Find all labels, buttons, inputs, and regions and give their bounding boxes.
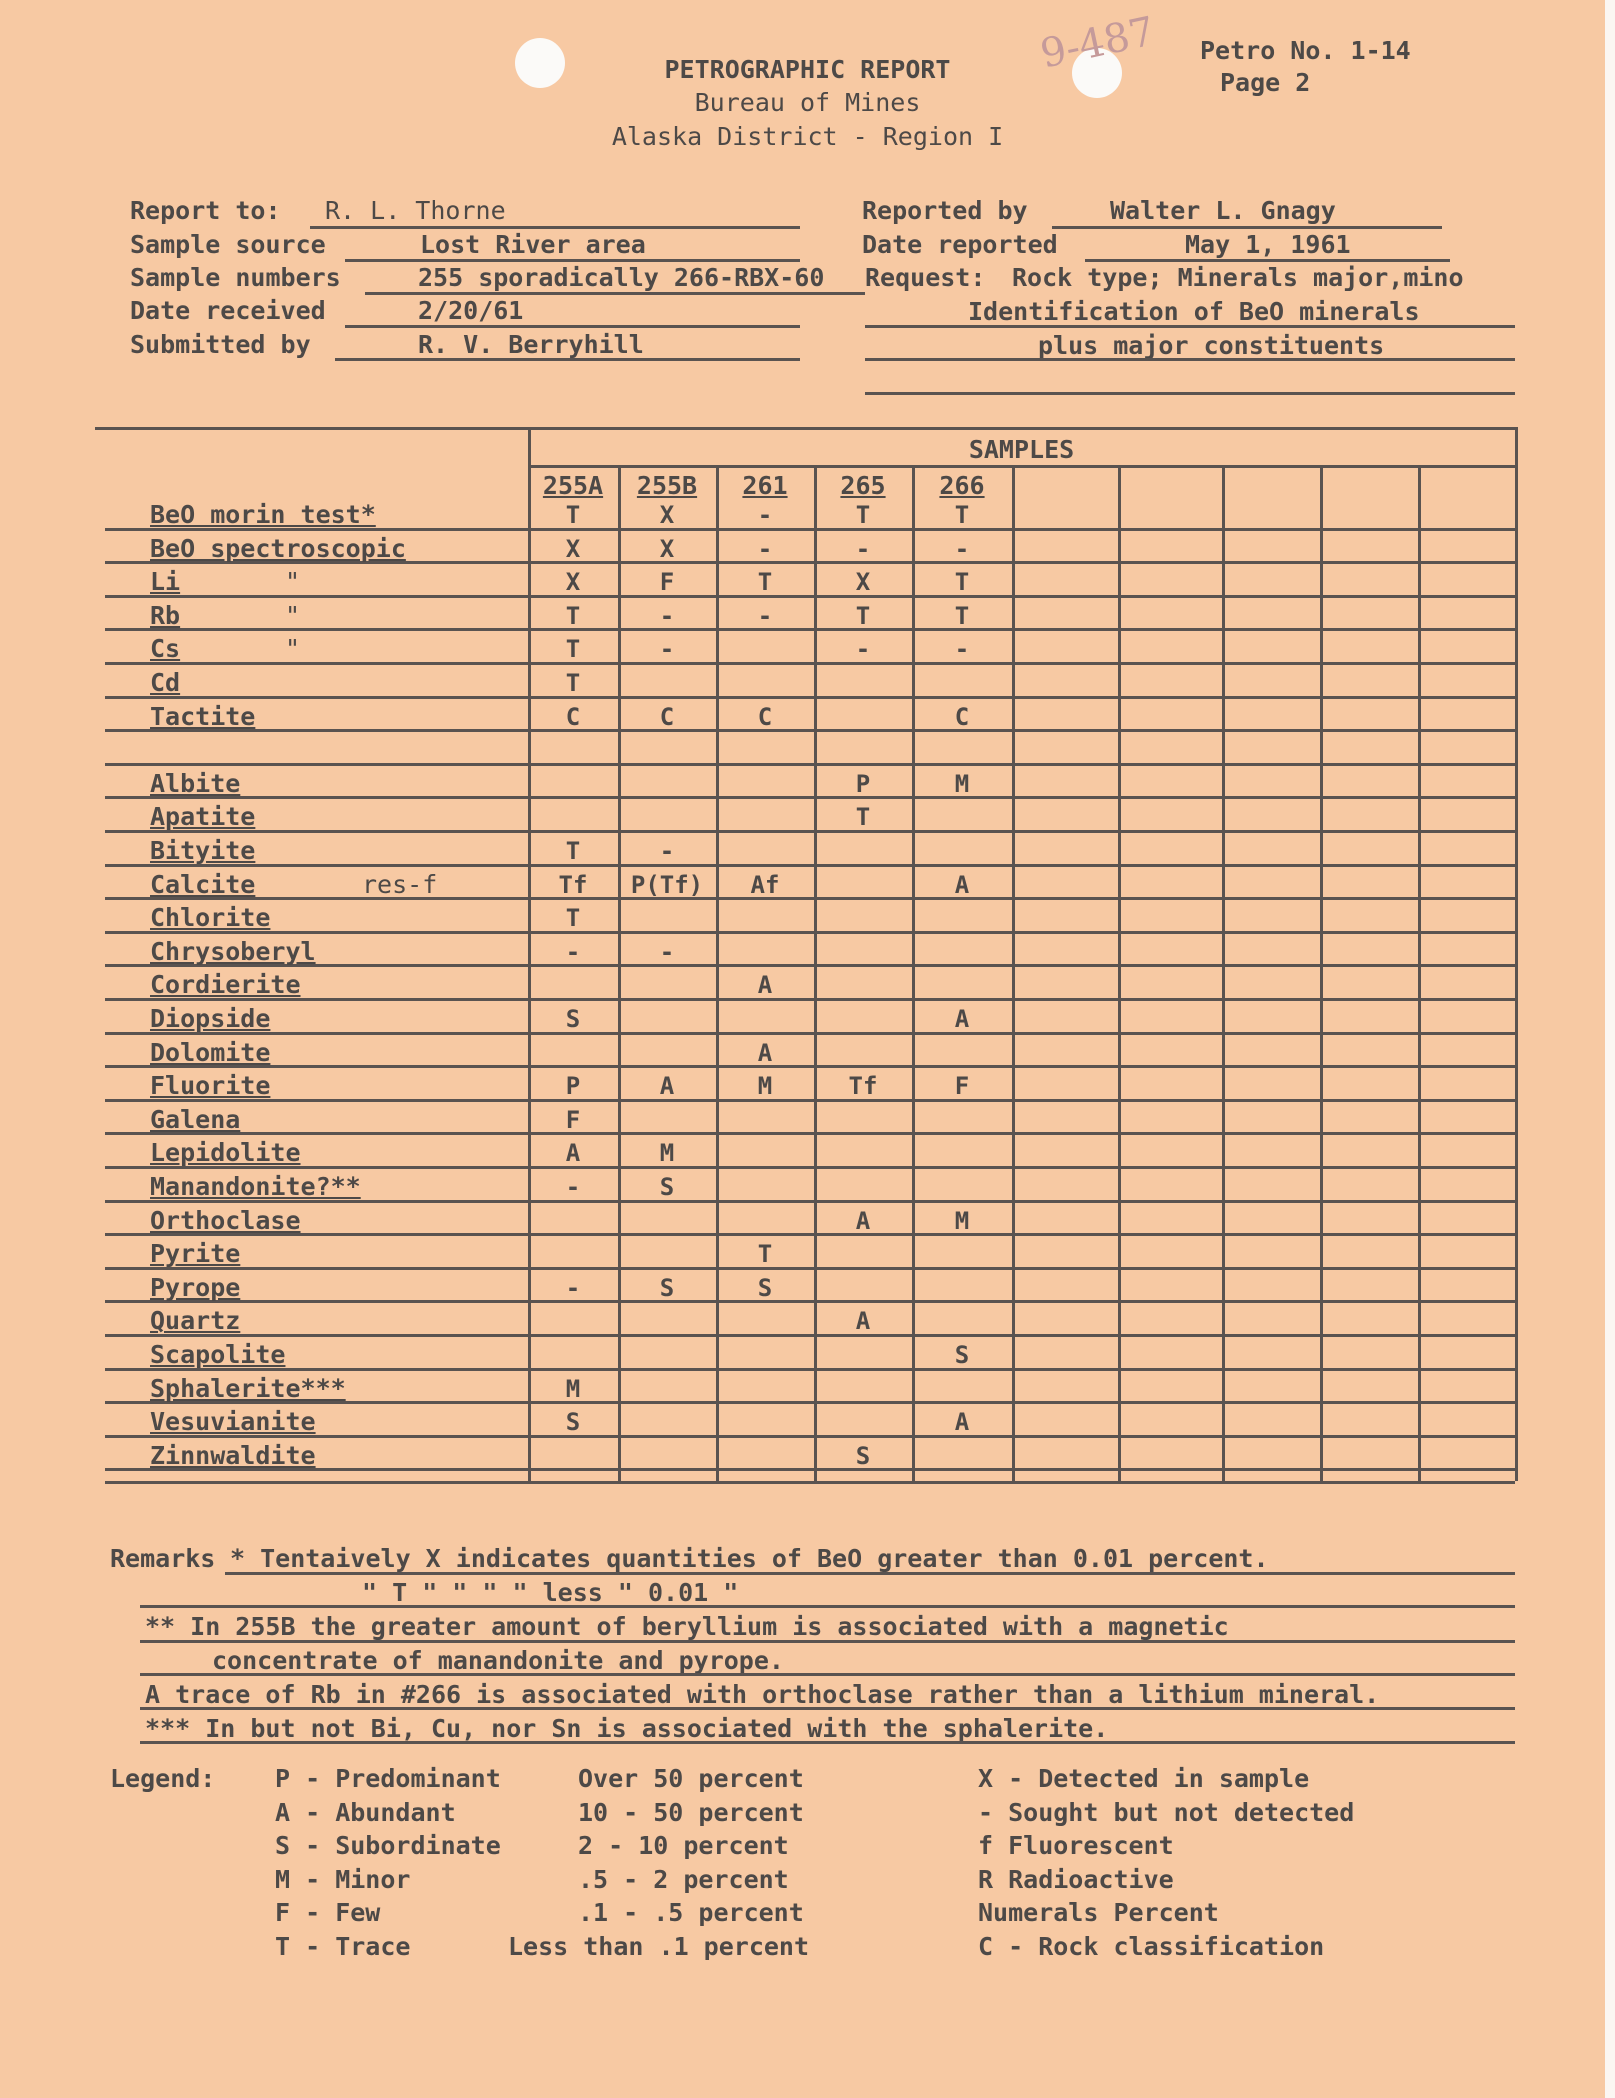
table-row-line (105, 662, 1515, 665)
table-cell: A (954, 1408, 970, 1437)
table-cell: X (659, 534, 675, 563)
legend-symbol: X - Detected in sample (978, 1764, 1310, 1793)
row-label: Diopside (150, 1004, 271, 1033)
remark-line-4: concentrate of manandonite and pyrope. (212, 1646, 784, 1675)
legend-symbol: R Radioactive (978, 1864, 1174, 1894)
table-cell: S (855, 1441, 871, 1470)
row-label: Bityite (150, 836, 256, 865)
table-cell: - (565, 1173, 581, 1201)
remark-underline-5 (140, 1707, 1515, 1710)
samples-header-divider (528, 465, 1515, 468)
table-cell: P(Tf) (630, 870, 704, 899)
table-cell: S (954, 1341, 970, 1369)
report-to-underline (310, 226, 800, 229)
row-label: Pyrope (150, 1272, 241, 1302)
row-label: Zinnwaldite (150, 1440, 316, 1470)
table-cell: - (954, 534, 970, 563)
column-header-255B: 255B (636, 471, 698, 500)
legend-range: 2 - 10 percent (578, 1831, 789, 1860)
table-row-line (105, 763, 1515, 766)
table-cell: M (757, 1072, 773, 1101)
row-note: " (285, 634, 301, 664)
row-label: Sphalerite*** (150, 1373, 346, 1403)
legend-symbol: C - Rock classification (978, 1931, 1325, 1961)
date-reported-underline (1085, 259, 1450, 262)
table-cell: P (855, 769, 871, 798)
table-cell: S (565, 1408, 581, 1437)
table-cell: T (954, 501, 970, 529)
table-cell: T (855, 803, 871, 832)
legend-code: T - Trace (275, 1931, 411, 1961)
table-cell: - (954, 635, 970, 664)
table-row-line (105, 1334, 1515, 1337)
legend-range: .5 - 2 percent (578, 1864, 789, 1894)
petro-number: Petro No. 1-14 (1200, 36, 1411, 65)
table-cell: M (954, 1206, 970, 1235)
row-label: Scapolite (150, 1340, 286, 1369)
report-to-value: R. L. Thorne (325, 196, 506, 225)
row-label: Manandonite?** (150, 1172, 361, 1201)
table-column-line (1118, 465, 1121, 1481)
reported-by-underline (1052, 226, 1442, 229)
legend-range: 10 - 50 percent (578, 1797, 804, 1827)
legend-code: P - Predominant (275, 1764, 501, 1793)
table-cell: P (565, 1072, 581, 1101)
row-label: Lepidolite (150, 1138, 301, 1168)
row-label: Tactite (150, 701, 256, 731)
table-cell: T (855, 501, 871, 529)
date-received-value: 2/20/61 (418, 296, 524, 325)
table-cell: M (565, 1374, 581, 1403)
table-column-line (1320, 465, 1323, 1481)
row-label: Galena (150, 1104, 241, 1134)
table-cell: F (565, 1105, 581, 1134)
table-cell: - (757, 534, 773, 563)
remark-underline-3 (140, 1640, 1515, 1643)
remark-line-2: " T " " " " less " 0.01 " (362, 1578, 739, 1607)
table-row-line (105, 964, 1515, 967)
sample-numbers-value: 255 sporadically 266-RBX-60 (418, 263, 825, 292)
legend-code: A - Abundant (275, 1797, 456, 1827)
legend-label: Legend: (110, 1764, 216, 1793)
column-header-265: 265 (840, 471, 886, 500)
column-header-255A: 255A (542, 471, 604, 500)
row-label: Pyrite (150, 1239, 241, 1269)
table-row-line (105, 1132, 1515, 1135)
table-row-line (105, 830, 1515, 833)
remark-line-1: * Tentaively X indicates quantities of BeO greater than 0.01 percent. (230, 1544, 1269, 1573)
table-row-line (105, 796, 1515, 799)
handwritten-number: 9-487 (1036, 8, 1159, 78)
table-column-line (1418, 465, 1421, 1481)
table-cell: T (565, 601, 581, 630)
request-underline-3 (865, 358, 1515, 361)
row-label: Li (150, 567, 181, 597)
table-cell: - (565, 937, 581, 966)
report-title: PETROGRAPHIC REPORT (664, 55, 951, 84)
table-cell: C (757, 702, 773, 731)
row-label: Quartz (150, 1306, 241, 1336)
legend-code: M - Minor (275, 1864, 411, 1894)
table-cell: C (954, 702, 970, 731)
table-cell: M (659, 1139, 675, 1168)
submitted-by-underline (335, 358, 800, 361)
legend-range: Over 50 percent (578, 1764, 804, 1793)
sample-numbers-underline (365, 292, 865, 295)
request-line-2: Identification of BeO minerals (968, 297, 1420, 326)
row-label: Cs (150, 634, 181, 664)
row-label: Cd (150, 668, 181, 697)
row-label: Dolomite (150, 1037, 271, 1067)
table-cell: T (757, 568, 773, 597)
reported-by-value: Walter L. Gnagy (1110, 196, 1336, 225)
legend-symbol: Numerals Percent (978, 1898, 1219, 1927)
table-cell: S (565, 1005, 581, 1033)
request-line-3: plus major constituents (1038, 331, 1385, 360)
table-cell: C (565, 702, 581, 731)
table-row-line (105, 1233, 1515, 1236)
remark-line-3: ** In 255B the greater amount of beryllium is associated with a magnetic (145, 1612, 1229, 1641)
legend-range: .1 - .5 percent (578, 1898, 804, 1927)
table-cell: A (757, 1038, 773, 1067)
table-column-line (1012, 465, 1015, 1481)
legend-symbol: f Fluorescent (978, 1831, 1174, 1860)
submitted-by-label: Submitted by (130, 330, 311, 359)
request-underline-4 (865, 392, 1515, 395)
legend-symbol: - Sought but not detected (978, 1797, 1355, 1827)
table-cell: S (757, 1273, 773, 1302)
table-cell: - (855, 534, 871, 563)
date-received-underline (345, 325, 800, 328)
table-cell: F (954, 1072, 970, 1101)
page-number: Page 2 (1220, 68, 1311, 97)
row-label: BeO morin test* (150, 500, 376, 529)
row-note: " (285, 600, 301, 630)
table-cell: T (565, 904, 581, 933)
table-cell: Tf (558, 870, 588, 899)
table-cell: T (855, 601, 871, 630)
table-row-line (105, 696, 1515, 699)
table-column-line (1515, 427, 1518, 1481)
report-to-label: Report to: (130, 196, 281, 225)
table-cell: A (954, 1005, 970, 1033)
table-row-line (105, 1032, 1515, 1035)
table-cell: - (659, 635, 675, 664)
remark-line-6: *** In but not Bi, Cu, nor Sn is associated with the sphalerite. (145, 1714, 1109, 1743)
table-cell: - (659, 937, 675, 966)
row-label: Apatite (150, 802, 256, 832)
remark-underline-2 (140, 1605, 1515, 1608)
table-cell: A (855, 1206, 871, 1235)
sample-source-label: Sample source (130, 230, 326, 259)
table-cell: A (855, 1307, 871, 1336)
row-label: Rb (150, 600, 181, 630)
table-cell: A (757, 971, 773, 1000)
table-cell: T (565, 837, 581, 865)
request-underline-2 (865, 325, 1515, 328)
samples-header: SAMPLES (968, 435, 1075, 464)
column-header-266: 266 (939, 471, 985, 500)
table-bottom-border (105, 1481, 1515, 1484)
remark-underline-1 (225, 1572, 1515, 1575)
table-cell: T (565, 501, 581, 529)
date-reported-value: May 1, 1961 (1185, 230, 1351, 259)
row-label: Chlorite (150, 903, 271, 933)
table-cell: Af (750, 870, 780, 899)
legend-range: Less than .1 percent (508, 1931, 810, 1961)
table-row-line (105, 864, 1515, 867)
table-cell: F (659, 568, 675, 597)
page-edge (1605, 0, 1615, 2098)
table-cell: M (954, 769, 970, 798)
table-cell: X (565, 534, 581, 563)
table-top-border (95, 427, 1515, 430)
table-row-line (105, 1468, 1515, 1471)
table-cell: T (954, 601, 970, 630)
table-cell: S (659, 1273, 675, 1302)
table-column-line (1222, 465, 1225, 1481)
table-cell: - (659, 601, 675, 630)
row-note: res-f (362, 869, 438, 899)
table-cell: A (565, 1139, 581, 1168)
table-cell: A (954, 870, 970, 899)
table-cell: T (757, 1240, 773, 1269)
sample-source-underline (345, 259, 800, 262)
table-cell: Tf (848, 1072, 878, 1101)
row-label: Albite (150, 768, 241, 798)
request-label: Request: (865, 263, 986, 292)
date-received-label: Date received (130, 296, 326, 325)
row-label: Calcite (150, 869, 256, 899)
remarks-label: Remarks (110, 1544, 216, 1573)
table-cell: - (757, 601, 773, 630)
row-note: " (285, 567, 301, 597)
district-name: Alaska District - Region I (611, 122, 1004, 151)
table-cell: - (855, 635, 871, 664)
legend-code: S - Subordinate (275, 1831, 501, 1860)
remark-underline-4 (140, 1673, 1515, 1676)
submitted-by-value: R. V. Berryhill (418, 330, 644, 359)
table-row-line (105, 1166, 1515, 1169)
row-label: Chrysoberyl (150, 936, 316, 966)
column-header-261: 261 (742, 471, 788, 500)
table-cell: X (855, 568, 871, 597)
table-cell: A (659, 1072, 675, 1101)
table-cell: X (659, 501, 675, 529)
remark-line-5: A trace of Rb in #266 is associated with orthoclase rather than a lithium mineral. (145, 1680, 1380, 1709)
table-cell: S (659, 1173, 675, 1201)
sample-source-value: Lost River area (420, 230, 646, 259)
row-label: Vesuvianite (150, 1407, 316, 1437)
table-cell: - (659, 837, 675, 865)
table-cell: T (565, 635, 581, 664)
table-cell: T (954, 568, 970, 597)
table-row-line (105, 1368, 1515, 1371)
agency-name: Bureau of Mines (694, 88, 921, 117)
table-cell: C (659, 702, 675, 731)
date-reported-label: Date reported (862, 230, 1058, 259)
sample-numbers-label: Sample numbers (130, 263, 341, 292)
remark-underline-6 (140, 1741, 1515, 1744)
row-label: BeO spectroscopic (150, 533, 406, 563)
row-label: Cordierite (150, 970, 301, 1000)
reported-by-label: Reported by (862, 196, 1028, 225)
table-cell: X (565, 568, 581, 597)
table-cell: - (757, 501, 773, 529)
table-row-line (105, 931, 1515, 934)
row-label: Orthoclase (150, 1205, 301, 1235)
request-value: Rock type; Minerals major,mino (1012, 263, 1464, 292)
legend-code: F - Few (275, 1898, 381, 1927)
table-cell: - (565, 1273, 581, 1302)
row-label: Fluorite (150, 1071, 271, 1101)
table-cell: T (565, 669, 581, 697)
table-row-line (105, 1435, 1515, 1438)
